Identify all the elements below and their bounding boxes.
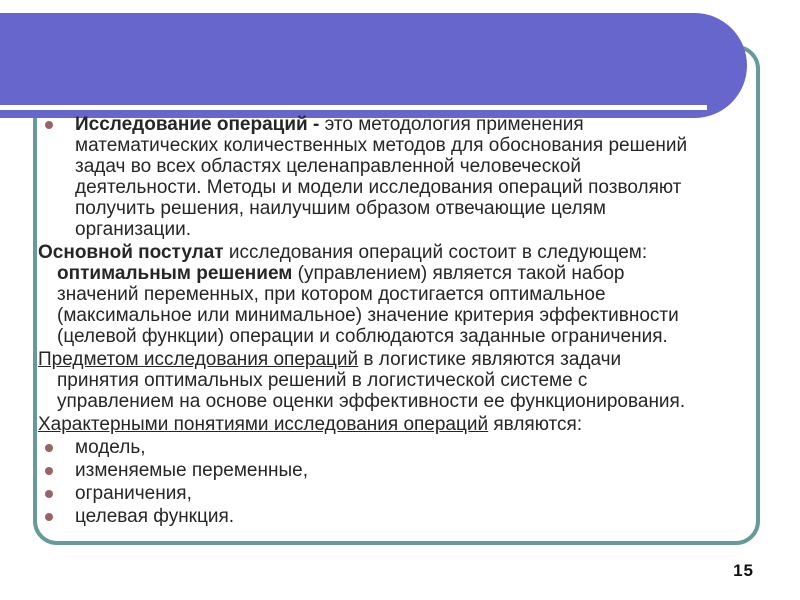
bullet-icon [45, 513, 53, 521]
text-run: в логистике являются задачи [358, 349, 622, 370]
bullet-icon [45, 467, 53, 475]
text-paragraph [38, 242, 750, 347]
text-run: Основной постулат [38, 242, 224, 263]
slide-body-text [38, 112, 750, 529]
text-run: (управлением) является такой набор [292, 263, 625, 284]
text-paragraph [38, 349, 750, 412]
text-run: это методология применения [324, 114, 584, 135]
banner-divider-line [0, 105, 707, 110]
text-run: управлением на основе оценки эффективности ее функционирования. [57, 391, 686, 412]
text-run: оптимальным решением [57, 263, 293, 284]
text-run: (максимальное или минимальное) значение критерия эффективности [57, 305, 679, 326]
bullet-icon [45, 444, 53, 452]
text-run: организации. [75, 219, 191, 240]
text-run: Характерными понятиями исследования операций [38, 414, 489, 435]
bullet-item [38, 506, 750, 527]
text-run: изменяемые переменные, [75, 460, 308, 481]
text-run: Исследование операций - [75, 114, 325, 135]
text-run: исследования операций состоит в следующем: [223, 242, 648, 263]
text-run: принятия оптимальных решений в логистической системе с [57, 370, 588, 391]
text-run: значений переменных, при котором достигается оптимальное [57, 284, 606, 305]
text-paragraph [38, 414, 750, 435]
text-run: деятельности. Методы и модели исследования операций позволяют [75, 177, 682, 198]
text-run: целевая функция. [75, 506, 235, 527]
text-run: (целевой функции) операции и соблюдаются заданные ограничения. [57, 326, 668, 347]
bullet-item [38, 483, 750, 504]
bullet-item [38, 114, 750, 240]
text-run: модель, [75, 437, 146, 458]
text-run: задач во всех областях целенаправленной человеческой [75, 156, 581, 177]
bullet-item [38, 437, 750, 458]
bullet-icon [45, 121, 53, 129]
text-run: Предметом исследования операций [38, 349, 359, 370]
text-run: математических количественных методов для обоснования решений [75, 135, 688, 156]
text-run: получить решения, наилучшим образом отвечающие целям [75, 198, 606, 219]
text-run: являются: [488, 414, 583, 435]
text-run: ограничения, [75, 483, 192, 504]
bullet-item [38, 460, 750, 481]
page-number: 15 [733, 561, 754, 580]
title-banner-shape [0, 13, 747, 118]
bullet-icon [45, 490, 53, 498]
